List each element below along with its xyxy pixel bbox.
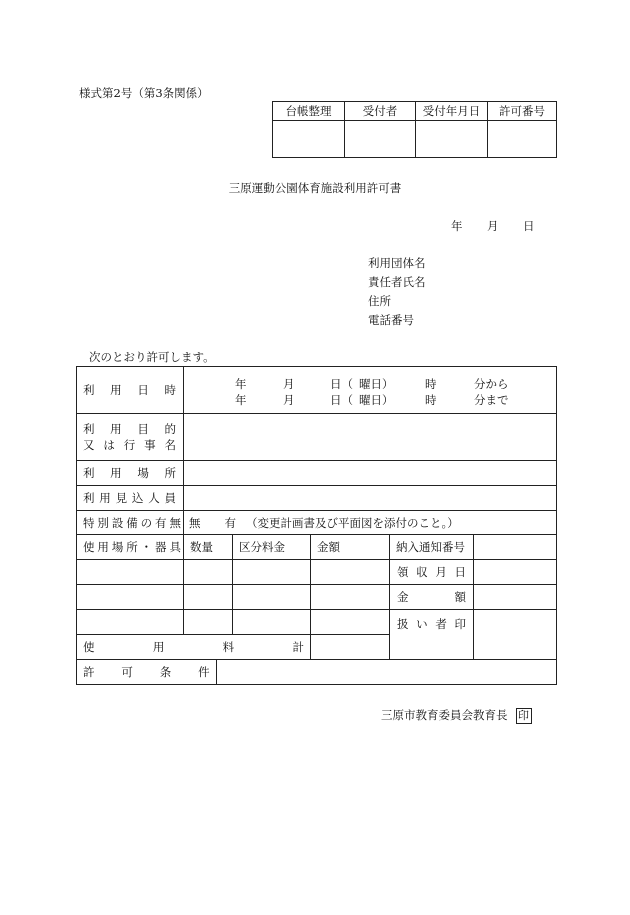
end-weekday: 曜日） [359,393,394,407]
receipt-amount-value[interactable] [474,585,557,610]
equipment-row-1-amount[interactable] [311,560,390,585]
handler-seal-value[interactable] [474,610,557,660]
purpose-value[interactable] [184,414,557,461]
issuer-seal: 印 [516,708,532,724]
registry-header-receipt-date: 受付年月日 [416,102,488,121]
end-day: 日（ [330,393,353,407]
applicant-representative-label: 責任者氏名 [368,275,426,289]
handler-seal-label: 扱 い 者 印 [390,610,474,660]
date-year: 年 [451,219,463,233]
place-value[interactable] [184,461,557,486]
equipment-row-3-amount[interactable] [311,610,390,635]
special-equipment-exists[interactable]: 有 [224,515,236,530]
special-equipment-label: 特 別 設 備 の 有 無 [77,511,184,535]
equipment-row-2-place[interactable] [77,585,184,610]
equipment-row-1-category-fee[interactable] [233,560,311,585]
start-hour: 時 [425,377,437,391]
permit-table [76,366,557,685]
equipment-row-3-place[interactable] [77,610,184,635]
registry-cell-ledger[interactable] [273,121,345,158]
equipment-row-1-quantity[interactable] [184,560,233,585]
receipt-amount-label: 金 額 [390,585,474,610]
receipt-date-value[interactable] [474,560,557,585]
equipment-row-3-quantity[interactable] [184,610,233,635]
conditions-value[interactable] [216,660,556,685]
purpose-label: 利 用 目 的 又 は 行 事 名 [77,414,184,461]
end-minute: 分まで [474,393,509,407]
end-year: 年 [235,393,247,407]
notice-number-value[interactable] [474,535,557,560]
end-hour: 時 [425,393,437,407]
special-equipment-value[interactable] [184,511,557,535]
issuer-name: 三原市教育委員会教育長 [381,708,508,722]
conditions-label: 許 可 条 件 [77,660,217,685]
applicant-org-name-label: 利用団体名 [368,256,426,270]
start-day: 日（ [330,377,353,391]
fee-total-value[interactable] [311,635,390,660]
equipment-row-3-category-fee[interactable] [233,610,311,635]
fee-total-label: 使 用 料 計 [77,635,311,660]
equipment-header-amount: 金額 [311,535,390,560]
document-title: 三原運動公園体育施設利用許可書 [228,181,402,195]
use-datetime-label: 利 用 日 時 [77,367,184,414]
date-month: 月 [487,219,499,233]
applicant-phone-label: 電話番号 [368,313,414,327]
registry-table [272,101,557,158]
applicant-address-label: 住所 [368,294,391,308]
start-month: 月 [283,377,295,391]
equipment-row-2-category-fee[interactable] [233,585,311,610]
start-minute: 分から [474,377,509,391]
registry-cell-receipt-date[interactable] [416,121,488,158]
registry-cell-receiver[interactable] [345,121,416,158]
special-equipment-none[interactable]: 無 [189,515,201,530]
equipment-row-2-quantity[interactable] [184,585,233,610]
equipment-row-1-place[interactable] [77,560,184,585]
attendance-label: 利 用 見 込 人 員 [77,486,184,511]
end-month: 月 [283,393,295,407]
start-weekday: 曜日） [359,377,394,391]
special-equipment-note: （変更計画書及び平面図を添付のこと。） [246,515,459,530]
receipt-date-label: 領 収 月 日 [390,560,474,585]
use-datetime-value[interactable] [184,367,557,414]
place-label: 利 用 場 所 [77,461,184,486]
equipment-row-2-amount[interactable] [311,585,390,610]
registry-cell-permit-number[interactable] [488,121,557,158]
date-day: 日 [523,219,535,233]
form-number: 様式第2号（第3条関係） [79,86,209,100]
equipment-header-notice-number: 納入通知番号 [390,535,474,560]
intro-text: 次のとおり許可します。 [89,350,215,364]
equipment-header-category-fee: 区分料金 [233,535,311,560]
equipment-header-quantity: 数量 [184,535,233,560]
registry-header-ledger: 台帳整理 [273,102,345,121]
issuer [381,708,532,724]
equipment-header-place: 使 用 場 所 ・ 器 具 [77,535,184,560]
attendance-value[interactable] [184,486,557,511]
registry-header-permit-number: 許可番号 [488,102,557,121]
registry-header-receiver: 受付者 [345,102,416,121]
start-year: 年 [235,377,247,391]
